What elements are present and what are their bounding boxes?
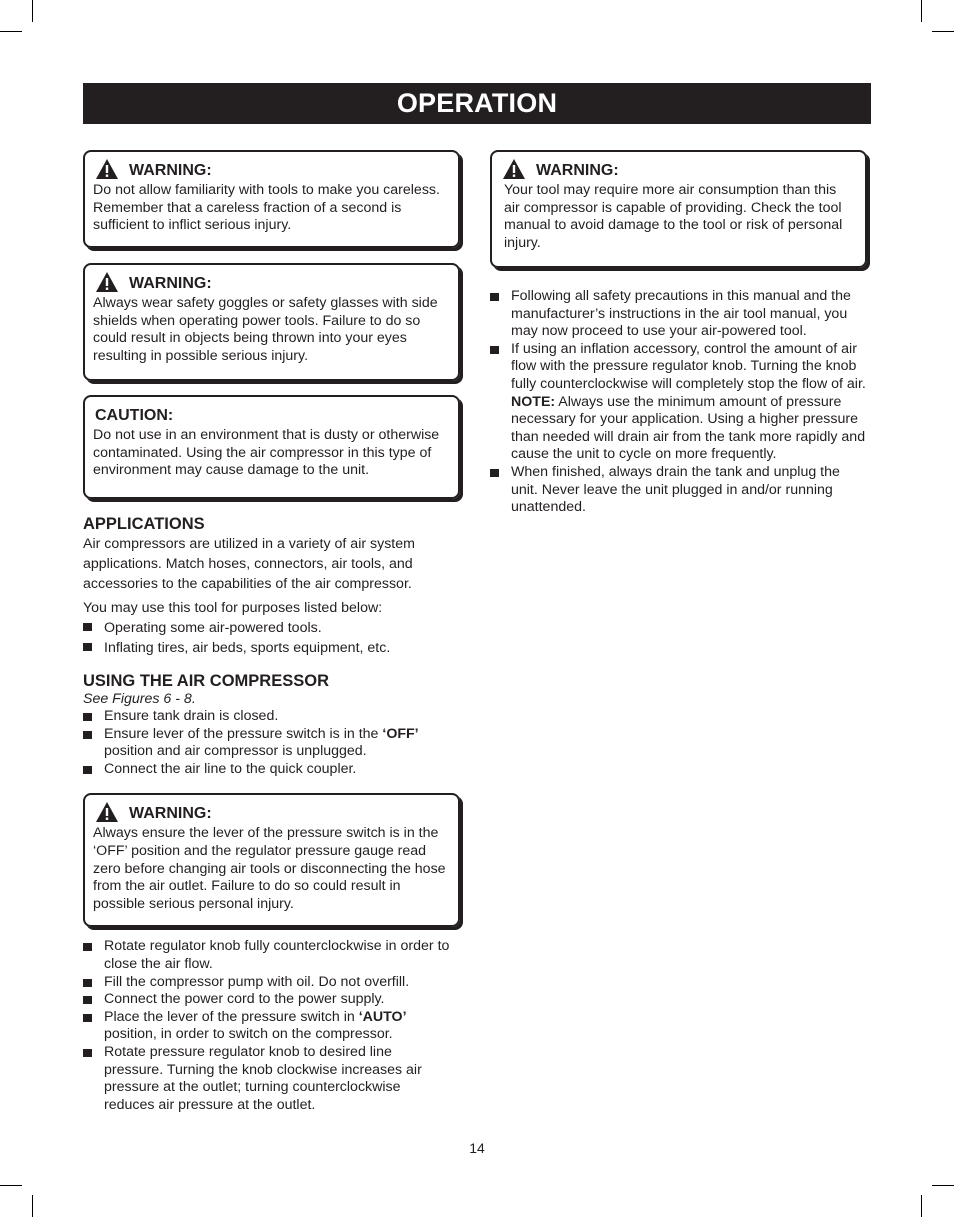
list-item: Inflating tires, air beds, sports equipment, etc. [83, 638, 463, 658]
list-item: Place the lever of the pressure switch in ‘AUTO’ position, in order to switch on the compressor. [83, 1009, 463, 1044]
crop-mark [921, 0, 922, 22]
section-banner: OPERATION [83, 83, 871, 124]
right-column [490, 150, 870, 517]
caution-label: CAUTION: [95, 406, 174, 424]
list-item: Following all safety precautions in this manual and the manufacturer’s instructions in the air tool manual, you may now proceed to use your air-powered tool. [490, 288, 870, 341]
page-number: 14 [469, 1140, 485, 1156]
warning-label: WARNING: [536, 161, 619, 179]
warning-text: Your tool may require more air consumption than this air compressor is capable of providing. Check the tool manual to avoid damage to the tool or risk of personal injury. [504, 182, 843, 251]
warning-box-goggles [83, 263, 460, 381]
list-item: Rotate pressure regulator knob to desired line pressure. Turning the knob clockwise increases air pressure at the outlet; turning counterclockwise reduces air pressure at the outlet. [83, 1044, 463, 1114]
left-column [83, 150, 463, 1114]
crop-mark [0, 31, 22, 32]
list-item: If using an inflation accessory, control the amount of air flow with the pressure regulator knob. Turning the knob fully counterclockwise will completely stop the flow of air. NOTE: Always use the minimum amount of pressure necessary for your application. Using a higher pressure than needed will drain air from the tank more rapidly and cause the unit to cycle on more frequently. [490, 341, 870, 464]
list-item: Rotate regulator knob fully counterclockwise in order to close the air flow. [83, 938, 463, 973]
list-item: Operating some air-powered tools. [83, 618, 463, 638]
applications-intro: Air compressors are utilized in a variety of air system applications. Match hoses, connectors, air tools, and accessories to the capabilities of the air compressor. [83, 536, 415, 592]
applications-heading: APPLICATIONS [83, 515, 205, 533]
crop-mark [32, 1195, 33, 1217]
usage-list [490, 288, 870, 517]
list-item: When finished, always drain the tank and unplug the unit. Never leave the unit plugged in and/or running unattended. [490, 464, 870, 517]
list-item: Connect the air line to the quick coupler. [83, 761, 463, 779]
list-item: Connect the power cord to the power supply. [83, 991, 463, 1009]
warning-triangle-icon [95, 271, 119, 293]
warning-text: Always ensure the lever of the pressure switch is in the ‘OFF’ position and the regulator pressure gauge read zero before changing air tools or disconnecting the hose from the air outlet. Failure to do so could result in possible serious personal injury. [93, 825, 446, 912]
warning-triangle-icon [95, 158, 119, 180]
note-text: Always use the minimum amount of pressure necessary for your application. Using a higher pressure than needed will drain air from the tank more rapidly and cause the unit to cycle on more frequently. [511, 393, 866, 463]
crop-mark [921, 1195, 922, 1217]
warning-triangle-icon [95, 801, 119, 823]
using-list [83, 708, 463, 778]
warning-text: Do not allow familiarity with tools to make you careless. Remember that a careless fraction of a second is sufficient to inflict serious injury. [93, 182, 440, 234]
caution-text: Do not use in an environment that is dusty or otherwise contaminated. Using the air compressor in this type of environment may cause damage to the unit. [93, 427, 440, 479]
warning-label: WARNING: [129, 805, 212, 823]
crop-mark [932, 31, 954, 32]
list-item: Ensure lever of the pressure switch is in the ‘OFF’ position and air compressor is unplugged. [83, 726, 463, 761]
warning-triangle-icon [502, 158, 526, 180]
warning-box-air-consumption [490, 150, 867, 268]
caution-box [83, 395, 460, 499]
crop-mark [932, 1185, 954, 1186]
warning-box-pressure-switch [83, 793, 460, 927]
list-item: Ensure tank drain is closed. [83, 708, 463, 726]
warning-label: WARNING: [129, 161, 212, 179]
warning-text: Always wear safety goggles or safety glasses with side shields when operating power tools. Failure to do so could result in objects being thrown into your eyes resulting in possible serious injury. [93, 295, 438, 364]
crop-mark [0, 1185, 22, 1186]
warning-box-familiarity [83, 150, 460, 248]
warning-label: WARNING: [129, 274, 212, 292]
crop-mark [32, 0, 33, 22]
operating-steps-list [83, 938, 463, 1114]
applications-list [83, 618, 463, 658]
using-heading: USING THE AIR COMPRESSOR [83, 672, 329, 690]
figure-reference: See Figures 6 - 8. [83, 691, 196, 707]
list-item: Fill the compressor pump with oil. Do not overfill. [83, 974, 463, 992]
note-label: NOTE: [511, 393, 556, 410]
applications-purposes: You may use this tool for purposes listed below: [83, 600, 383, 616]
